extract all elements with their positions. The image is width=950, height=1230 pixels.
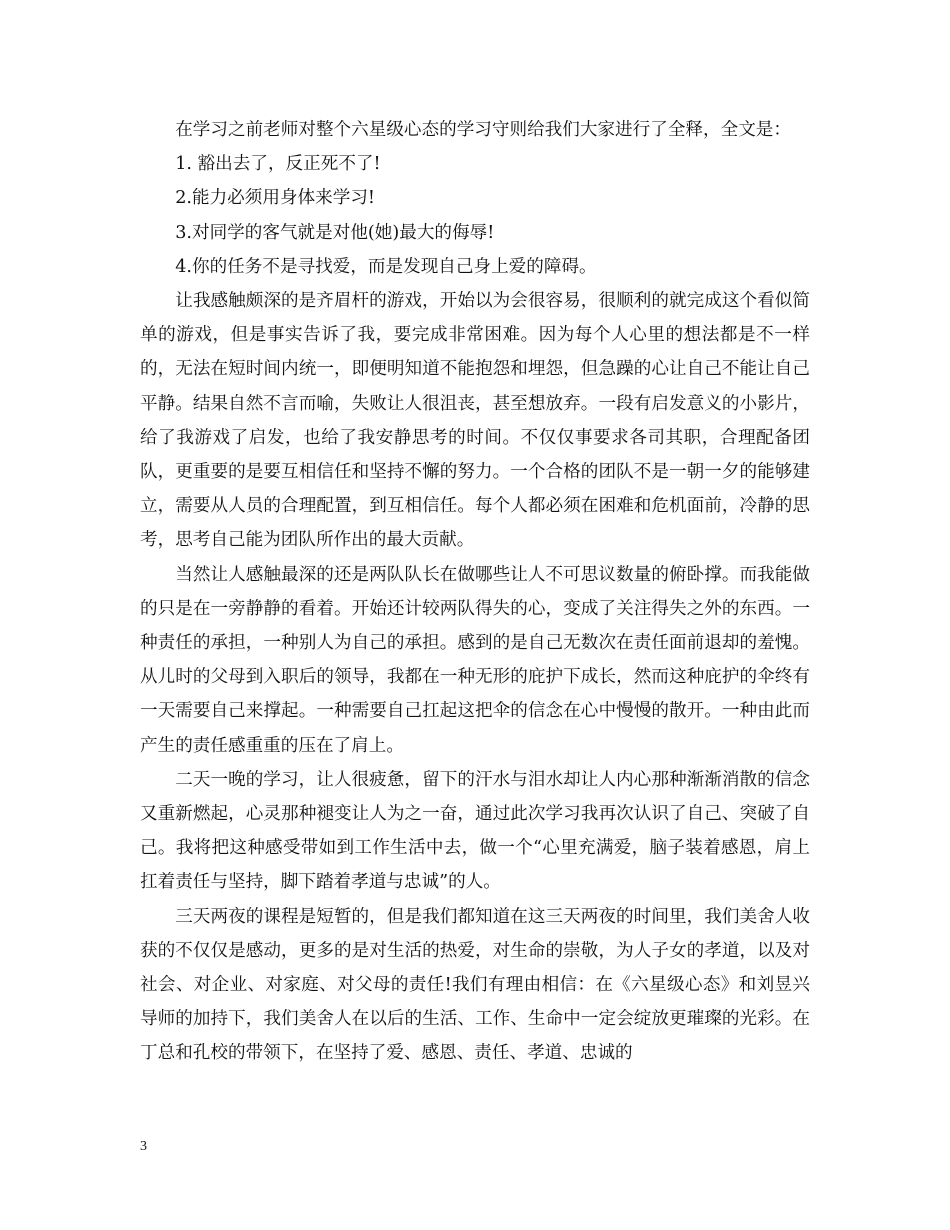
rule-item-4: 4.你的任务不是寻找爱，而是发现自己身上爱的障碍。 xyxy=(175,256,597,277)
paragraph-4: 三天两夜的课程是短暂的，但是我们都知道在这三天两夜的时间里，我们美舍人收获的不仅仅是感动，更多的是对生活的热爱，对生命的崇敬，为人子女的孝道，以及对社会、对企业、对家庭、对父母的责任!我们有理由相信：在《六星级心态》和刘昱兴导师的加持下，我们美舍人在以后的生活、工作、生命中一定会绽放更璀璨的光彩。在丁总和孔校的带领下，在坚持了爱、感恩、责任、孝道、忠诚的 xyxy=(140,906,810,1064)
paragraph-1: 让我感触颇深的是齐眉杆的游戏，开始以为会很容易，很顺利的就完成这个看似简单的游戏，但是事实告诉了我，要完成非常困难。因为每个人心里的想法都是不一样的，无法在短时间内统一，即便明知道不能抱怨和埋怨，但急躁的心让自己不能让自己平静。结果自然不言而喻，失败让人很沮丧，甚至想放弃。一段有启发意义的小影片，给了我游戏了启发，也给了我安静思考的时间。不仅仅事要求各司其职，合理配备团队，更重要的是要互相信任和坚持不懈的努力。一个合格的团队不是一朝一夕的能够建立，需要从人员的合理配置，到互相信任。每个人都必须在困难和危机面前，冷静的思考，思考自己能为团队所作出的最大贡献。 xyxy=(140,291,810,551)
paragraph-3: 二天一晚的学习，让人很疲惫，留下的汗水与泪水却让人内心那种渐渐消散的信念又重新燃起，心灵那种褪变让人为之一奋，通过此次学习我再次认识了自己、突破了自己。我将把这种感受带如到工作生活中去，做一个“心里充满爱，脑子装着感恩，肩上扛着责任与坚持，脚下踏着孝道与忠诚”的人。 xyxy=(140,769,810,893)
intro-paragraph: 在学习之前老师对整个六星级心态的学习守则给我们大家进行了全释，全文是： xyxy=(175,120,791,140)
rule-item-2: 2.能力必须用身体来学习! xyxy=(175,188,375,209)
rule-item-1: 1. 豁出去了，反正死不了! xyxy=(175,154,381,175)
page-number: 3 xyxy=(140,1139,147,1154)
rule-item-3: 3.对同学的客气就是对他(她)最大的侮辱! xyxy=(175,222,495,243)
body-text xyxy=(140,113,810,1071)
paragraph-2: 当然让人感触最深的还是两队队长在做哪些让人不可思议数量的俯卧撑。而我能做的只是在一旁静静的看着。开始还计较两队得失的心，变成了关注得失之外的东西。一种责任的承担，一种别人为自己的承担。感到的是自己无数次在责任面前退却的羞愧。从儿时的父母到入职后的领导，我都在一种无形的庇护下成长，然而这种庇护的伞终有一天需要自己来撑起。一种需要自己扛起这把伞的信念在心中慢慢的散开。一种由此而产生的责任感重重的压在了肩上。 xyxy=(140,564,810,756)
